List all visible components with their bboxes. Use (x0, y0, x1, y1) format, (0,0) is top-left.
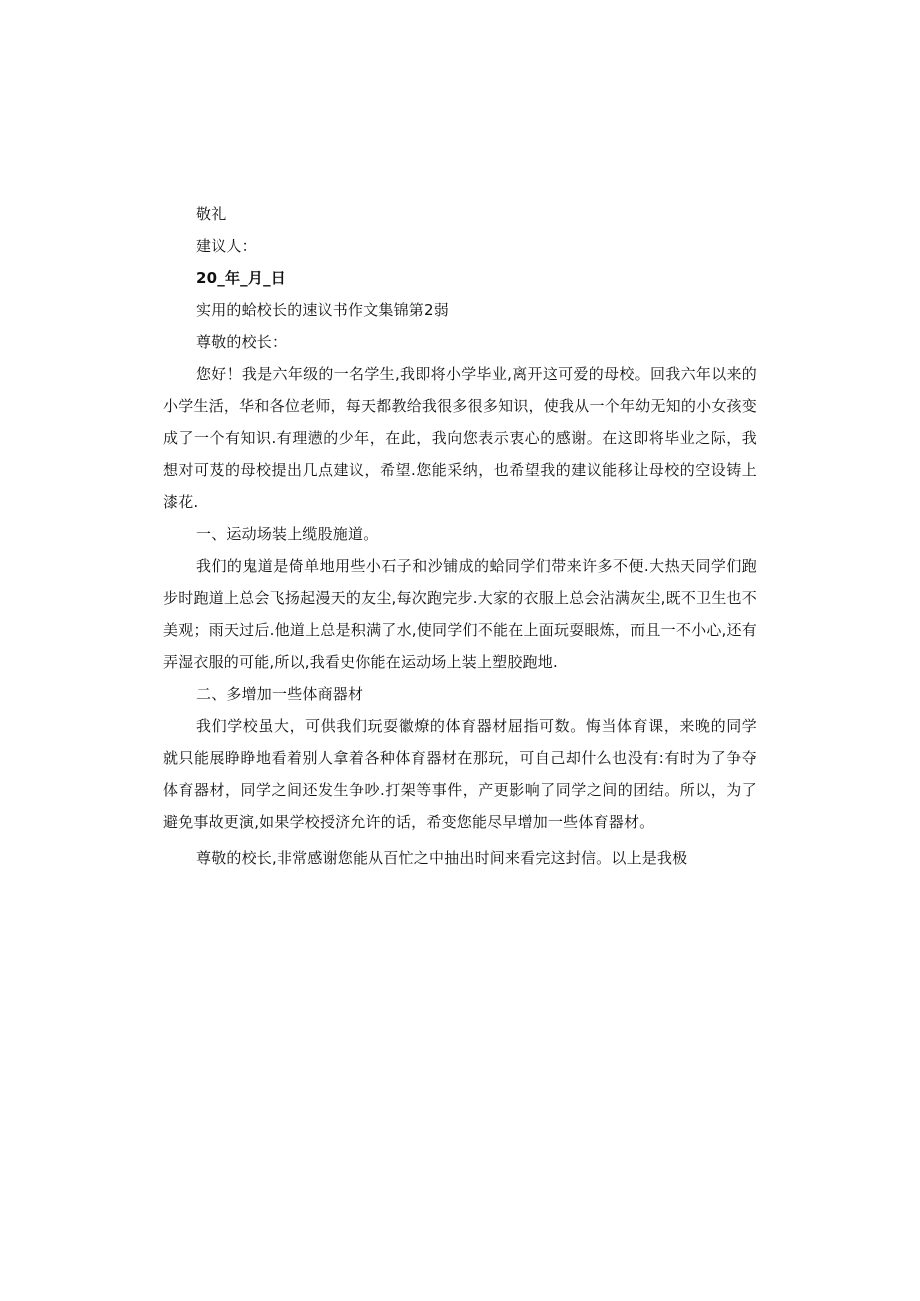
section-heading-2: 二、多增加一些体商器材 (196, 685, 364, 703)
date-line: 20_年_月_日 (196, 269, 286, 287)
document-title: 实用的蛤校长的速议书作文集锦第2弱 (196, 301, 449, 319)
paragraph-closing: 尊敬的校长,非常感谢您能从百忙之中抽出时间来看完这封信。以上是我极 (196, 849, 688, 867)
paragraph-greeting: 您好！我是六年级的一名学生,我即将小学毕业,离开这可爱的母校。回我六年以来的小学生活，华和各位老师，每天都教给我很多很多知识，使我从一个年幼无知的小女孩变成了一个有知识.有理懑的少年，在此，我向您表示衷心的感谢。在这即将毕业之际，我想对可芨的母校提出几点建议，希望.您能采纳，也希望我的建议能移让母校的空设铸上漆花. (163, 365, 757, 511)
signer-line: 建议人： (196, 237, 257, 255)
paragraph-track: 我们的鬼道是倚单地用些小石子和沙铺成的蛤同学们带来许多不便.大热天同学们跑步时跑道上总会飞扬起漫天的友尘,每次跑完步.大家的衣服上总会沾满灰尘,既不卫生也不美观；雨天过后.他道上总是积满了水,使同学们不能在上面玩耍眼炼，而且一不小心,还有弄湿衣服的可能,所以,我看史你能在运动场上装上塑胶跑地. (163, 557, 757, 671)
salutation: 尊敬的校长： (196, 333, 288, 351)
document-body (163, 198, 757, 874)
closing-line: 敬礼 (196, 205, 227, 223)
paragraph-equipment: 我们学校虽大，可供我们玩耍徽燎的体育器材屈指可数。悔当体育课，来晚的同学就只能展睁睁地看着别人拿着各种体育器材在那玩，可自己却什么也没有:有时为了争夺体育器材，同学之间还发生争吵.打架等事件，产更影响了同学之间的团结。所以，为了避免事故更演,如果学校授济允许的话，希变您能尽早增加一些体育器材。 (163, 717, 757, 831)
section-heading-1: 一、运动场装上缆股施道。 (196, 525, 379, 543)
